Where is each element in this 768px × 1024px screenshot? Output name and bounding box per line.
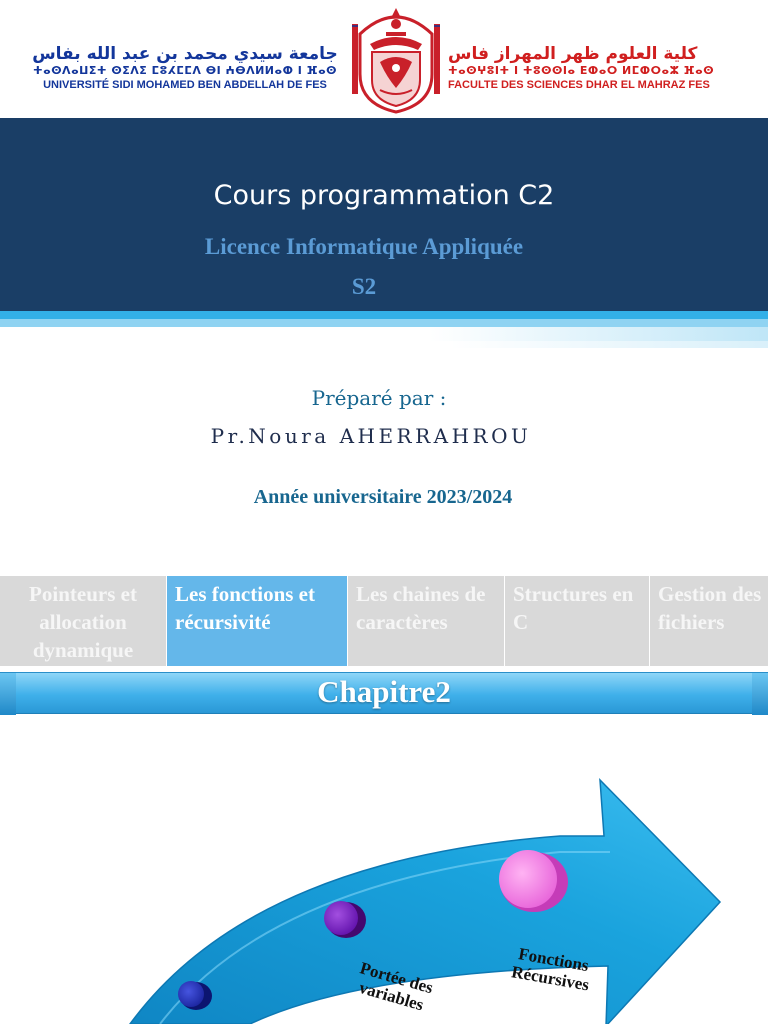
faculty-name [448, 44, 758, 92]
banner-stripe-fade [450, 341, 768, 348]
banner-stripe-fade [430, 327, 768, 341]
chapter-tabs [0, 576, 768, 666]
academic-year: Année universitaire 2023/2024 [253, 486, 513, 508]
author-name: Pr.Noura AHERRAHROU [210, 424, 532, 448]
chapter-tab-chaines[interactable]: Les chaines de caractères [348, 576, 504, 666]
banner-stripe [0, 319, 768, 327]
header [0, 0, 768, 118]
prepared-by-label: Préparé par : [311, 386, 447, 410]
chapter-tab-pointeurs[interactable]: Pointeurs et allocation dynamique [0, 576, 166, 666]
university-name [20, 44, 350, 92]
university-name-arabic: جامعة سيدي محمد بن عبد الله بفاس [32, 44, 338, 64]
university-crest-icon [350, 4, 442, 116]
faculty-name-arabic: كلية العلوم ظهر المهراز فاس [448, 44, 698, 64]
university-name-french: UNIVERSITÉ SIDI MOHAMED BEN ABDELLAH DE FES [43, 79, 327, 91]
faculty-name-french: FACULTE DES SCIENCES DHAR EL MAHRAZ FES [448, 79, 710, 91]
chapter-tab-fonctions[interactable]: Les fonctions et récursivité [167, 576, 347, 666]
banner-stripe [0, 311, 768, 319]
chapter-title: Chapitre2 [317, 674, 451, 709]
semester-label: S2 [351, 274, 377, 299]
chapter-tab-structures[interactable]: Structures en C [505, 576, 649, 666]
label-portee-variables: Portée des variables [356, 958, 436, 1015]
university-name-tifinagh: ⵜⴰⵙⴷⴰⵡⵉⵜ ⵙⵉⴷⵉ ⵎⵓⵃⵎⵎⴷ ⴱⵏ ⵄⴱⴷⵍⵍⴰⵀ ⵏ ⴼⴰⵙ [32, 64, 338, 77]
label-fonctions-recursives: Fonctions Récursives [510, 944, 591, 995]
faculty-name-tifinagh: ⵜⴰⵙⵖⵓⵏⵜ ⵏ ⵜⵓⵙⵙⵏⴰ ⴹⵀⴰⵔ ⵍⵎⵀⵔⴰⵣ ⴼⴰⵙ [448, 64, 715, 77]
course-title: Cours programmation C2 [213, 180, 555, 211]
program-subtitle: Licence Informatique Appliquée [204, 234, 524, 259]
chapter-tab-fichiers[interactable]: Gestion des fichiers [650, 576, 768, 666]
